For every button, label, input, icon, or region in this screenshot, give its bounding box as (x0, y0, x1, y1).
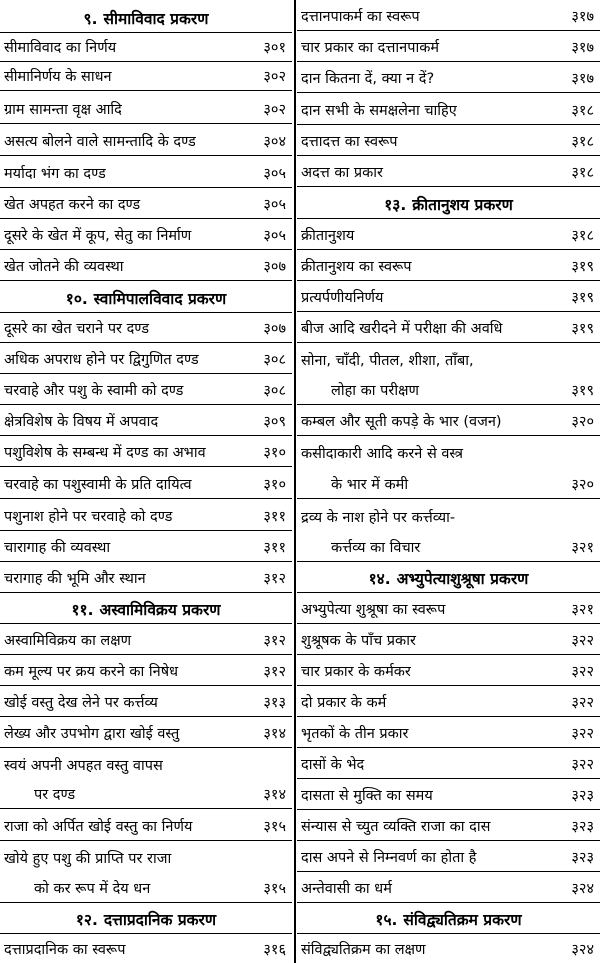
entry-title: क्षेत्रविशेष के विषय में अपवाद (4, 414, 159, 430)
entry-page: ३०४ (263, 134, 286, 150)
entry-page: ३०५ (263, 197, 286, 213)
toc-entry[interactable] (297, 2, 600, 31)
entry-title: अस्वामिविक्रय का लक्षण (4, 633, 132, 649)
toc-entry[interactable] (297, 127, 600, 156)
entry-page: ३१५ (263, 881, 286, 897)
toc-entry[interactable] (0, 470, 292, 499)
entry-page: ३१६ (263, 941, 286, 958)
entry-title: प्रत्यर्पणीयनिर्णय (301, 290, 384, 306)
entry-title: दत्तानपाकर्म का स्वरूप (301, 9, 420, 25)
toc-entry[interactable] (0, 127, 292, 156)
entry-title: ग्राम सामन्ता वृक्ष आदि (4, 102, 122, 118)
toc-entry[interactable] (297, 407, 600, 436)
entry-page: ३१२ (263, 664, 286, 680)
entry-title: चार प्रकार के कर्मकर (301, 664, 411, 680)
entry-title: चरवाहे और पशु के स्वामी को दण्ड (4, 383, 184, 399)
toc-entry[interactable] (0, 33, 292, 62)
entry-title: राजा को अर्पित खोई वस्तु का निर्णय (4, 819, 193, 835)
section-title: सीमाविवाद प्रकरण (103, 10, 209, 28)
entry-page: ३१८ (571, 134, 594, 150)
entry-title: क्रीतानुशय का स्वरूप (301, 259, 412, 275)
entry-title: अदत्त का प्रकार (301, 165, 383, 181)
toc-entry[interactable] (0, 780, 292, 809)
entry-page: ३१२ (263, 571, 286, 587)
toc-entry[interactable] (0, 345, 292, 374)
entry-title: दत्ताप्रदानिक का स्वरूप (4, 941, 126, 958)
toc-entry[interactable] (0, 564, 292, 593)
toc-entry[interactable] (297, 750, 600, 779)
toc-entry[interactable] (297, 158, 600, 187)
entry-title: दान सभी के समक्षलेना चाहिए (301, 103, 457, 119)
toc-entry[interactable] (297, 843, 600, 872)
toc-entry[interactable] (0, 376, 292, 405)
toc-entry[interactable] (297, 376, 600, 405)
entry-page: ३०५ (263, 166, 286, 182)
toc-entry[interactable] (297, 533, 600, 562)
entry-page: ३२२ (571, 695, 594, 711)
toc-entry[interactable] (0, 407, 292, 436)
entry-title: दत्तादत्त का स्वरूप (301, 134, 398, 150)
entry-page: ३२४ (571, 881, 594, 897)
section-number: १२. (75, 911, 98, 929)
toc-entry[interactable] (0, 438, 292, 467)
toc-entry[interactable] (297, 688, 600, 717)
entry-page: ३२२ (571, 633, 594, 649)
entry-page: ३१९ (571, 321, 594, 337)
entry-page: ३१४ (263, 726, 286, 742)
entry-page: ३१७ (571, 9, 594, 25)
toc-entry[interactable] (297, 874, 600, 903)
entry-page: ३०९ (263, 414, 286, 430)
entry-page: ३०५ (263, 228, 286, 244)
toc-entry[interactable] (0, 688, 292, 717)
toc-entry[interactable] (0, 874, 292, 903)
toc-entry-continued[interactable] (0, 843, 292, 872)
toc-entry-continued[interactable] (297, 438, 600, 467)
entry-title: दान कितना दें, क्या न दें? (301, 71, 435, 87)
toc-entry[interactable] (0, 657, 292, 686)
section-number: १०. (65, 290, 88, 308)
toc-entry[interactable] (0, 626, 292, 655)
entry-page: ३२२ (571, 664, 594, 680)
toc-entry[interactable] (297, 934, 600, 963)
section-title: अभ्युपेत्याशुश्रूषा प्रकरण (396, 570, 529, 588)
toc-entry[interactable] (297, 470, 600, 499)
entry-title: दास अपने से निम्नवर्ण का होता है (301, 850, 477, 866)
entry-page: ३२२ (571, 726, 594, 742)
entry-title: बीज आदि खरीदने में परीक्षा की अवधि (301, 321, 503, 337)
entry-page: ३२३ (571, 819, 594, 835)
entry-title: पशुनाश होने पर चरवाहे को दण्ड (4, 509, 173, 525)
entry-title: चरवाहे का पशुस्वामी के प्रति दायित्व (4, 477, 192, 493)
toc-entry[interactable] (297, 595, 600, 624)
toc-entry[interactable] (0, 221, 292, 250)
entry-page: ३०२ (263, 69, 286, 85)
entry-page: ३१७ (571, 71, 594, 87)
toc-entry[interactable] (297, 283, 600, 312)
entry-page: ३११ (263, 540, 286, 556)
entry-page: ३०१ (263, 40, 286, 56)
entry-page: ३१४ (263, 787, 286, 803)
entry-page: ३१९ (571, 290, 594, 306)
toc-entry[interactable] (0, 190, 292, 219)
entry-title: को कर रूप में देय धन (34, 881, 151, 897)
entry-title: कर्त्तव्य का विचार (331, 540, 421, 556)
entry-page: ३१३ (263, 695, 286, 711)
section-title: संविद्व्यतिक्रम प्रकरण (403, 911, 522, 929)
toc-entry[interactable] (297, 812, 600, 841)
entry-title: खोई वस्तु देख लेने पर कर्त्तव्य (4, 695, 158, 711)
section-heading (297, 905, 600, 934)
entry-page: ३१७ (571, 40, 594, 56)
toc-entry[interactable] (0, 719, 292, 748)
entry-page: ३२१ (571, 602, 594, 618)
toc-entry-continued[interactable] (297, 502, 600, 531)
entry-title: लोहा का परीक्षण (331, 383, 419, 399)
entry-title: अधिक अपराध होने पर द्विगुणित दण्ड (4, 352, 199, 368)
toc-entry[interactable] (297, 314, 600, 343)
entry-title: भृतकों के तीन प्रकार (301, 726, 409, 742)
entry-title: शुश्रूषक के पाँच प्रकार (301, 633, 416, 649)
section-number: १३. (384, 196, 407, 214)
toc-entry[interactable] (297, 781, 600, 810)
entry-title: संन्यास से च्युत व्यक्ति राजा का दास (301, 819, 491, 835)
entry-page: ३०८ (263, 352, 286, 368)
entry-title: सोना, चाँदी, पीतल, शीशा, ताँबा, (301, 352, 474, 369)
toc-entry[interactable] (0, 533, 292, 562)
entry-page: ३१८ (571, 165, 594, 181)
entry-title: खेत जोतने की व्यवस्था (4, 259, 124, 275)
section-title: स्वामिपालविवाद प्रकरण (93, 290, 227, 308)
toc-entry[interactable] (0, 95, 292, 124)
toc-entry[interactable] (297, 252, 600, 281)
entry-page: ३२१ (571, 540, 594, 556)
entry-title: संविद्व्यतिक्रम का लक्षण (301, 941, 426, 958)
entry-title: मर्यादा भंग का दण्ड (4, 166, 106, 182)
section-number: ९. (83, 10, 98, 28)
section-number: १४. (368, 570, 391, 588)
entry-title: चरागाह की भूमि और स्थान (4, 571, 146, 587)
section-title: दत्ताप्रदानिक प्रकरण (103, 911, 217, 929)
toc-entry[interactable] (0, 502, 292, 531)
entry-page: ३१० (263, 477, 286, 493)
entry-page: ३१८ (571, 228, 594, 244)
toc-entry[interactable] (0, 934, 292, 963)
toc-entry[interactable] (0, 252, 292, 281)
entry-title: कम मूल्य पर क्रय करने का निषेध (4, 664, 178, 680)
section-title: अस्वामिविक्रय प्रकरण (99, 601, 221, 619)
toc-entry-continued[interactable] (0, 750, 292, 779)
section-heading (297, 190, 600, 219)
entry-page: ३०८ (263, 383, 286, 399)
entry-page: ३१५ (263, 819, 286, 835)
entry-page: ३१९ (571, 259, 594, 275)
toc-entry[interactable] (297, 221, 600, 250)
entry-title: क्रीतानुशय (301, 228, 355, 244)
entry-title: द्रव्य के नाश होने पर कर्त्तव्या- (301, 509, 456, 526)
column-divider (294, 0, 296, 963)
entry-title: दो प्रकार के कर्म (301, 695, 387, 711)
entry-title: अभ्युपेत्या शुश्रूषा का स्वरूप (301, 602, 446, 618)
entry-page: ३१२ (263, 633, 286, 649)
toc-entry[interactable] (0, 159, 292, 188)
entry-title: खेत अपहत करने का दण्ड (4, 197, 141, 213)
toc-entry[interactable] (297, 719, 600, 748)
section-heading (297, 564, 600, 593)
entry-title: सीमाविवाद का निर्णय (4, 40, 117, 56)
entry-title: सीमानिर्णय के साधन (4, 69, 112, 85)
entry-page: ३२० (571, 477, 594, 493)
entry-title: दूसरे के खेत में कूप, सेतु का निर्माण (4, 228, 192, 244)
section-number: ११. (71, 601, 94, 619)
entry-title: पशुविशेष के सम्बन्ध में दण्ड का अभाव (4, 445, 206, 461)
entry-page: ३२३ (571, 850, 594, 866)
entry-title: चार प्रकार का दत्तानपाकर्म (301, 40, 440, 56)
section-heading (0, 905, 292, 934)
section-number: १५. (375, 911, 398, 929)
entry-title: के भार में कमी (331, 477, 409, 493)
entry-title: असत्य बोलने वाले सामन्तादि के दण्ड (4, 134, 196, 150)
entry-title: दासों के भेद (301, 757, 365, 773)
entry-title: खोये हुए पशु की प्राप्ति पर राजा (4, 850, 172, 867)
toc-entry-continued[interactable] (297, 345, 600, 374)
entry-title: दूसरे का खेत चराने पर दण्ड (4, 321, 149, 337)
entry-title: पर दण्ड (34, 787, 76, 803)
entry-title: अन्तेवासी का धर्म (301, 881, 392, 897)
toc-entry[interactable] (0, 62, 292, 91)
entry-page: ३१८ (571, 103, 594, 119)
toc-entry[interactable] (0, 812, 292, 841)
entry-page: ३०७ (263, 321, 286, 337)
entry-page: ३२३ (571, 788, 594, 804)
entry-title: कसीदाकारी आदि करने से वस्त्र (301, 445, 464, 462)
section-title: क्रीतानुशय प्रकरण (412, 196, 513, 214)
entry-title: दासता से मुक्ति का समय (301, 788, 433, 804)
entry-page: ३०२ (263, 102, 286, 118)
section-heading (0, 595, 292, 624)
toc-entry[interactable] (297, 33, 600, 62)
section-heading (0, 284, 292, 313)
entry-title: लेख्य और उपभोग द्वारा खोई वस्तु (4, 726, 180, 742)
entry-page: ३२० (571, 414, 594, 430)
toc-entry[interactable] (297, 626, 600, 655)
toc-entry[interactable] (297, 657, 600, 686)
entry-page: ३०७ (263, 259, 286, 275)
toc-entry[interactable] (297, 96, 600, 125)
entry-page: ३१० (263, 445, 286, 461)
toc-entry[interactable] (0, 314, 292, 343)
entry-title: स्वयं अपनी अपहत वस्तु वापस (4, 757, 163, 774)
entry-page: ३११ (263, 509, 286, 525)
toc-entry[interactable] (297, 64, 600, 93)
entry-title: चारागाह की व्यवस्था (4, 540, 111, 556)
entry-page: ३१९ (571, 383, 594, 399)
section-heading (0, 4, 292, 33)
entry-title: कम्बल और सूती कपड़े के भार (वजन) (301, 414, 502, 430)
entry-page: ३२४ (571, 941, 594, 958)
entry-page: ३२२ (571, 757, 594, 773)
